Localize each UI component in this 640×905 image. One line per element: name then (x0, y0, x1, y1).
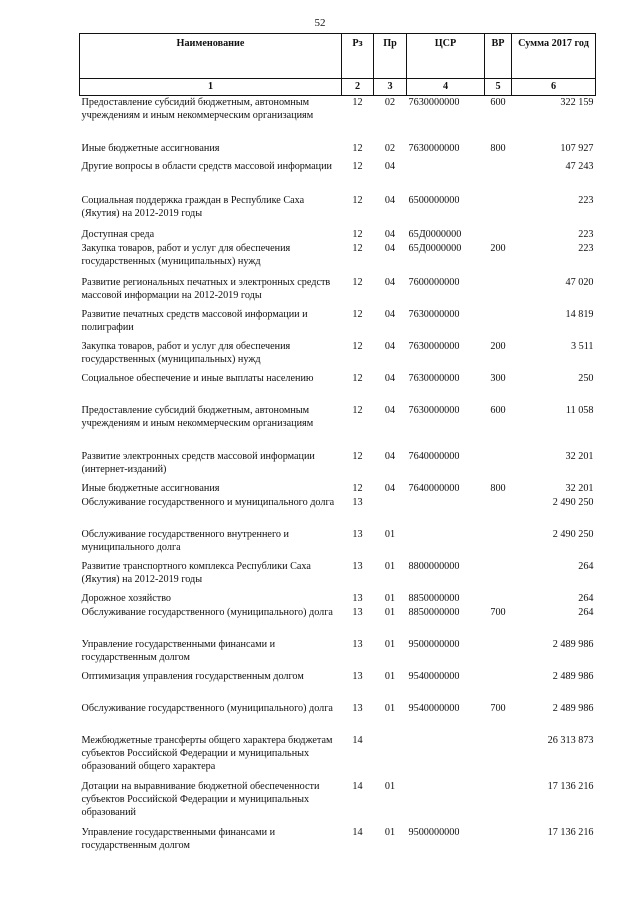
row-csr (407, 780, 485, 826)
row-rz: 13 (352, 528, 363, 540)
row-vr (485, 308, 512, 340)
row-name: Дотации на выравнивание бюджетной обеспеченности субъектов Российской Федерации и муниципальных образований (81, 780, 320, 818)
header-rz: Рз (342, 34, 374, 79)
row-sum: 32 201 (565, 482, 594, 494)
column-number-row (80, 79, 596, 96)
row-sum: 17 136 216 (547, 780, 594, 792)
row-pr: 04 (384, 450, 396, 462)
row-csr: 8800000000 (408, 560, 460, 572)
row-name: Межбюджетные трансферты общего характера бюджетам субъектов Российской Федерации и муниципальных образований общего характера (81, 734, 333, 772)
table-row (80, 276, 596, 308)
row-vr (485, 276, 512, 308)
row-sum: 26 313 873 (547, 734, 594, 746)
row-sum: 250 (578, 372, 594, 384)
row-csr: 7630000000 (408, 308, 460, 320)
table-row (80, 638, 596, 670)
column-number: 3 (374, 79, 407, 96)
row-vr (485, 496, 512, 528)
row-pr (374, 734, 407, 780)
row-pr: 04 (384, 340, 396, 352)
row-rz: 13 (352, 592, 363, 604)
row-sum: 2 490 250 (552, 496, 594, 508)
row-rz: 14 (352, 826, 363, 838)
header-pr: Пр (374, 34, 407, 79)
page-number: 52 (314, 17, 326, 29)
row-csr: 65Д0000000 (408, 228, 462, 240)
row-sum: 47 020 (565, 276, 594, 288)
row-csr: 7630000000 (408, 404, 460, 416)
table-row (80, 528, 596, 560)
row-name: Развитие печатных средств массовой информации и полиграфии (81, 308, 308, 333)
row-csr: 7630000000 (408, 340, 460, 352)
table-row (80, 450, 596, 482)
table-row (80, 734, 596, 780)
row-name: Другие вопросы в области средств массовой информации (81, 160, 332, 172)
row-rz: 12 (352, 228, 363, 240)
row-vr (485, 670, 512, 702)
column-number: 4 (407, 79, 485, 96)
row-vr: 200 (490, 340, 506, 352)
row-pr: 01 (384, 528, 396, 540)
row-name: Иные бюджетные ассигнования (81, 482, 220, 494)
row-vr: 600 (490, 404, 506, 416)
row-pr: 04 (384, 404, 396, 416)
row-name: Закупка товаров, работ и услуг для обеспечения государственных (муниципальных) нужд (81, 242, 291, 267)
row-vr (485, 638, 512, 670)
row-csr (407, 160, 485, 194)
row-pr: 01 (384, 826, 396, 838)
row-pr: 01 (384, 560, 396, 572)
row-name: Обслуживание государственного и муниципального долга (81, 496, 335, 508)
table-row (80, 228, 596, 242)
table-row (80, 404, 596, 450)
row-csr (407, 496, 485, 528)
row-name: Управление государственными финансами и государственным долгом (81, 638, 276, 663)
row-vr (485, 450, 512, 482)
row-name: Оптимизация управления государственным долгом (81, 670, 304, 682)
row-rz: 13 (352, 496, 363, 508)
table-row (80, 780, 596, 826)
row-csr: 9540000000 (408, 702, 460, 714)
column-number: 2 (342, 79, 374, 96)
table-row (80, 670, 596, 702)
row-name: Управление государственными финансами и государственным долгом (81, 826, 276, 851)
row-pr: 04 (384, 194, 396, 206)
row-pr: 04 (384, 372, 396, 384)
row-rz: 13 (352, 670, 363, 682)
row-vr (485, 528, 512, 560)
row-rz: 12 (352, 194, 363, 206)
row-pr: 01 (384, 670, 396, 682)
table-body (80, 96, 596, 856)
row-vr (485, 560, 512, 592)
row-csr: 7600000000 (408, 276, 460, 288)
row-name: Иные бюджетные ассигнования (81, 142, 220, 154)
row-csr (407, 528, 485, 560)
table-row (80, 826, 596, 856)
row-name: Социальная поддержка граждан в Республике Саха (Якутия) на 2012-2019 годы (81, 194, 305, 219)
table-row (80, 308, 596, 340)
table-row (80, 372, 596, 404)
row-vr: 200 (490, 242, 506, 254)
row-sum: 223 (578, 228, 594, 240)
row-csr: 9540000000 (408, 670, 460, 682)
row-pr: 04 (384, 482, 396, 494)
row-pr: 01 (384, 592, 396, 604)
row-rz: 12 (352, 242, 363, 254)
row-name: Социальное обеспечение и иные выплаты населению (81, 372, 314, 384)
row-pr: 01 (384, 606, 396, 618)
column-number: 1 (80, 79, 342, 96)
row-rz: 12 (352, 160, 363, 172)
row-csr: 7640000000 (408, 482, 460, 494)
row-pr: 04 (384, 228, 396, 240)
table-row (80, 606, 596, 638)
column-number: 6 (512, 79, 596, 96)
row-pr: 01 (384, 780, 396, 792)
row-sum: 14 819 (565, 308, 594, 320)
row-name: Развитие электронных средств массовой информации (интернет-изданий) (81, 450, 315, 475)
row-rz: 12 (352, 142, 363, 154)
row-csr: 9500000000 (408, 638, 460, 650)
row-csr (407, 734, 485, 780)
row-pr: 02 (384, 142, 396, 154)
row-csr: 6500000000 (408, 194, 460, 206)
row-pr: 01 (384, 638, 396, 650)
row-vr (485, 826, 512, 856)
header-vr: ВР (485, 34, 512, 79)
row-rz: 12 (352, 308, 363, 320)
row-rz: 13 (352, 560, 363, 572)
row-sum: 3 511 (570, 340, 594, 352)
row-vr (485, 228, 512, 242)
row-sum: 47 243 (565, 160, 594, 172)
table-row (80, 96, 596, 142)
row-name: Дорожное хозяйство (81, 592, 172, 604)
row-pr: 04 (384, 242, 396, 254)
row-name: Предоставление субсидий бюджетным, автономным учреждениям и иным некоммерческим организациям (81, 97, 314, 121)
row-name: Обслуживание государственного (муниципального) долга (81, 606, 333, 618)
row-sum: 223 (578, 242, 594, 254)
row-rz: 12 (352, 340, 363, 352)
header-row (80, 34, 596, 79)
row-rz: 13 (352, 702, 363, 714)
header-name: Наименование (80, 34, 342, 79)
row-vr (485, 780, 512, 826)
table-row (80, 592, 596, 606)
row-rz: 13 (352, 606, 363, 618)
row-sum: 11 058 (565, 404, 594, 416)
row-pr: 04 (384, 276, 396, 288)
row-sum: 107 927 (560, 142, 594, 154)
table-row (80, 142, 596, 160)
row-vr: 700 (490, 606, 506, 618)
row-vr: 300 (490, 372, 506, 384)
row-pr: 01 (384, 702, 396, 714)
row-name: Обслуживание государственного внутреннего и муниципального долга (81, 528, 289, 553)
row-vr: 700 (490, 702, 506, 714)
row-rz: 12 (352, 404, 363, 416)
table-row (80, 560, 596, 592)
row-vr (485, 160, 512, 194)
row-sum: 264 (578, 592, 594, 604)
row-csr: 7640000000 (408, 450, 460, 462)
row-vr (485, 194, 512, 228)
table-row (80, 160, 596, 194)
header-csr: ЦСР (407, 34, 485, 79)
row-rz: 12 (352, 482, 363, 494)
row-csr: 8850000000 (408, 606, 460, 618)
row-sum: 223 (578, 194, 594, 206)
row-rz: 13 (352, 638, 363, 650)
row-rz: 12 (352, 97, 363, 108)
row-csr: 7630000000 (408, 372, 460, 384)
row-csr: 9500000000 (408, 826, 460, 838)
row-rz: 12 (352, 450, 363, 462)
row-pr (374, 496, 407, 528)
row-pr: 04 (384, 160, 396, 172)
header-sum: Сумма 2017 год (512, 34, 596, 79)
table-row (80, 496, 596, 528)
row-csr: 7630000000 (408, 142, 460, 154)
row-name: Доступная среда (81, 228, 155, 240)
table-row (80, 702, 596, 734)
row-csr: 65Д0000000 (408, 242, 462, 254)
row-pr: 04 (384, 308, 396, 320)
row-vr: 800 (490, 482, 506, 494)
row-rz: 14 (352, 780, 363, 792)
row-sum: 2 489 986 (552, 702, 594, 714)
column-number: 5 (485, 79, 512, 96)
row-sum: 264 (578, 606, 594, 618)
row-name: Обслуживание государственного (муниципального) долга (81, 702, 333, 714)
row-name: Закупка товаров, работ и услуг для обеспечения государственных (муниципальных) нужд (81, 340, 291, 365)
row-pr: 02 (384, 97, 396, 108)
row-sum: 32 201 (565, 450, 594, 462)
row-sum: 2 489 986 (552, 638, 594, 650)
row-sum: 2 489 986 (552, 670, 594, 682)
table-row (80, 340, 596, 372)
row-name: Развитие региональных печатных и электронных средств массовой информации на 2012-2019 годы (81, 276, 331, 301)
row-sum: 322 159 (560, 97, 594, 108)
table-row (80, 482, 596, 496)
row-name: Развитие транспортного комплекса Республики Саха (Якутия) на 2012-2019 годы (81, 560, 311, 585)
row-csr: 7630000000 (408, 97, 460, 108)
budget-table (79, 33, 596, 856)
row-rz: 12 (352, 372, 363, 384)
row-sum: 264 (578, 560, 594, 572)
row-name: Предоставление субсидий бюджетным, автономным учреждениям и иным некоммерческим организациям (81, 404, 314, 429)
row-csr: 8850000000 (408, 592, 460, 604)
table-row (80, 194, 596, 228)
row-rz: 14 (352, 734, 363, 746)
row-vr (485, 734, 512, 780)
table-row (80, 242, 596, 276)
row-sum: 17 136 216 (547, 826, 594, 838)
row-vr: 600 (490, 97, 506, 108)
row-vr (485, 592, 512, 606)
row-vr: 800 (490, 142, 506, 154)
row-sum: 2 490 250 (552, 528, 594, 540)
row-rz: 12 (352, 276, 363, 288)
